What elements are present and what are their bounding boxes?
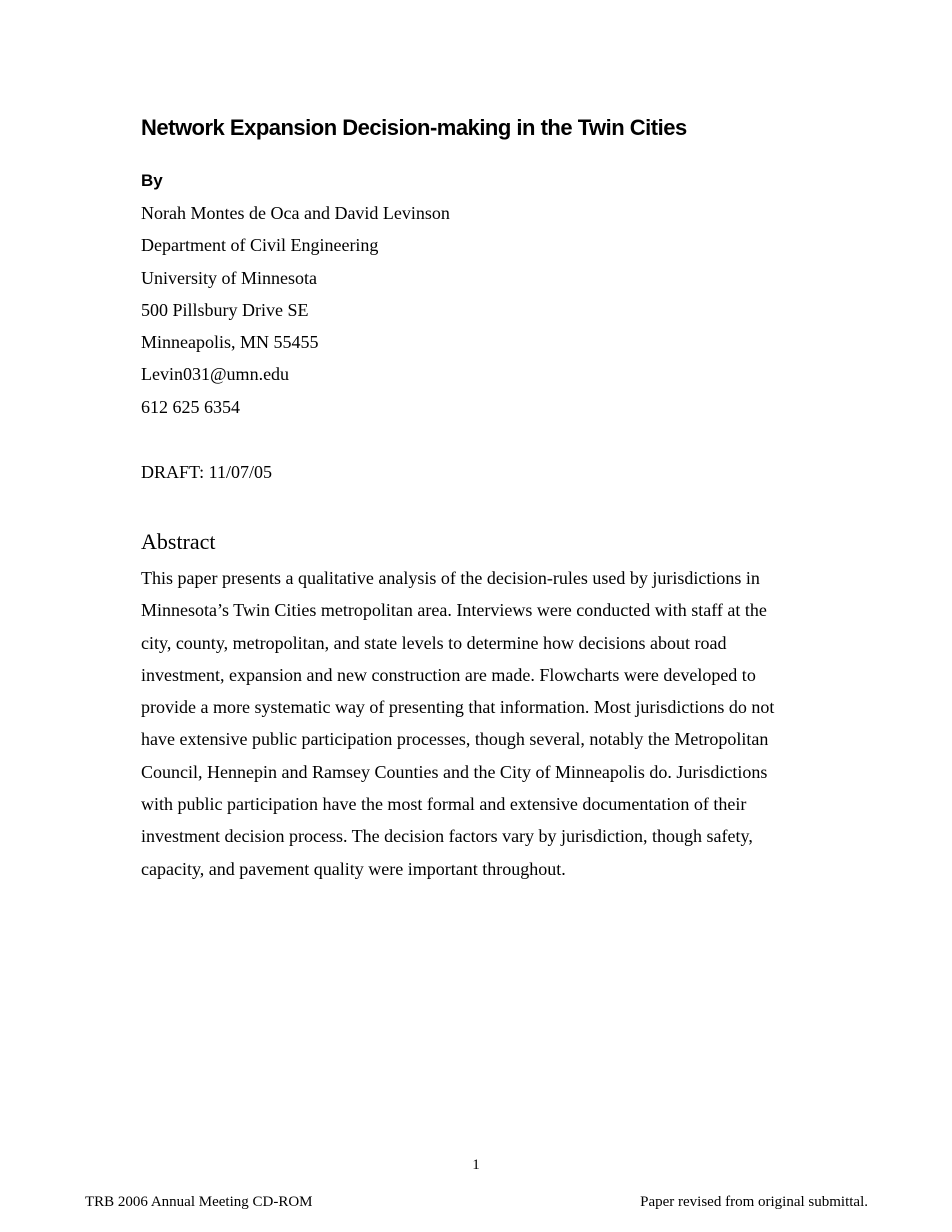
abstract-line: have extensive public participation processes, though several, notably the Metropolitan xyxy=(141,729,769,750)
affiliation-city: Minneapolis, MN 55455 xyxy=(141,332,319,353)
abstract-line: with public participation have the most formal and extensive documentation of their xyxy=(141,794,747,815)
abstract-line: capacity, and pavement quality were important throughout. xyxy=(141,858,566,879)
authors: Norah Montes de Oca and David Levinson xyxy=(141,203,450,223)
affiliation-university: University of Minnesota xyxy=(141,267,317,288)
draft-date: DRAFT: 11/07/05 xyxy=(141,462,272,482)
abstract-line: Council, Hennepin and Ramsey Counties and the City of Minneapolis do. Jurisdictions xyxy=(141,761,768,782)
abstract-line: provide a more systematic way of presenting that information. Most jurisdictions do not xyxy=(141,697,775,718)
abstract-line: investment decision process. The decision factors vary by jurisdiction, though safety, xyxy=(141,826,753,847)
paper-title: Network Expansion Decision-making in the Twin Cities xyxy=(141,115,687,140)
page-number: 1 xyxy=(472,1157,480,1173)
abstract-body xyxy=(141,562,806,885)
by-label: By xyxy=(141,171,163,190)
affiliation-department: Department of Civil Engineering xyxy=(141,235,379,256)
author-block xyxy=(141,197,450,423)
author-email: Levin031@umn.edu xyxy=(141,364,290,385)
abstract-line: city, county, metropolitan, and state levels to determine how decisions about road xyxy=(141,632,727,653)
affiliation-street: 500 Pillsbury Drive SE xyxy=(141,299,309,320)
footer-conference: TRB 2006 Annual Meeting CD-ROM xyxy=(85,1194,313,1210)
footer-revision-note: Paper revised from original submittal. xyxy=(640,1194,868,1210)
abstract-line: Minnesota’s Twin Cities metropolitan area. Interviews were conducted with staff at the xyxy=(141,600,767,621)
abstract-heading: Abstract xyxy=(141,529,216,554)
author-phone: 612 625 6354 xyxy=(141,396,240,417)
abstract-line: investment, expansion and new construction are made. Flowcharts were developed to xyxy=(141,664,756,685)
abstract-line: This paper presents a qualitative analysis of the decision-rules used by jurisdictions in xyxy=(141,568,760,588)
